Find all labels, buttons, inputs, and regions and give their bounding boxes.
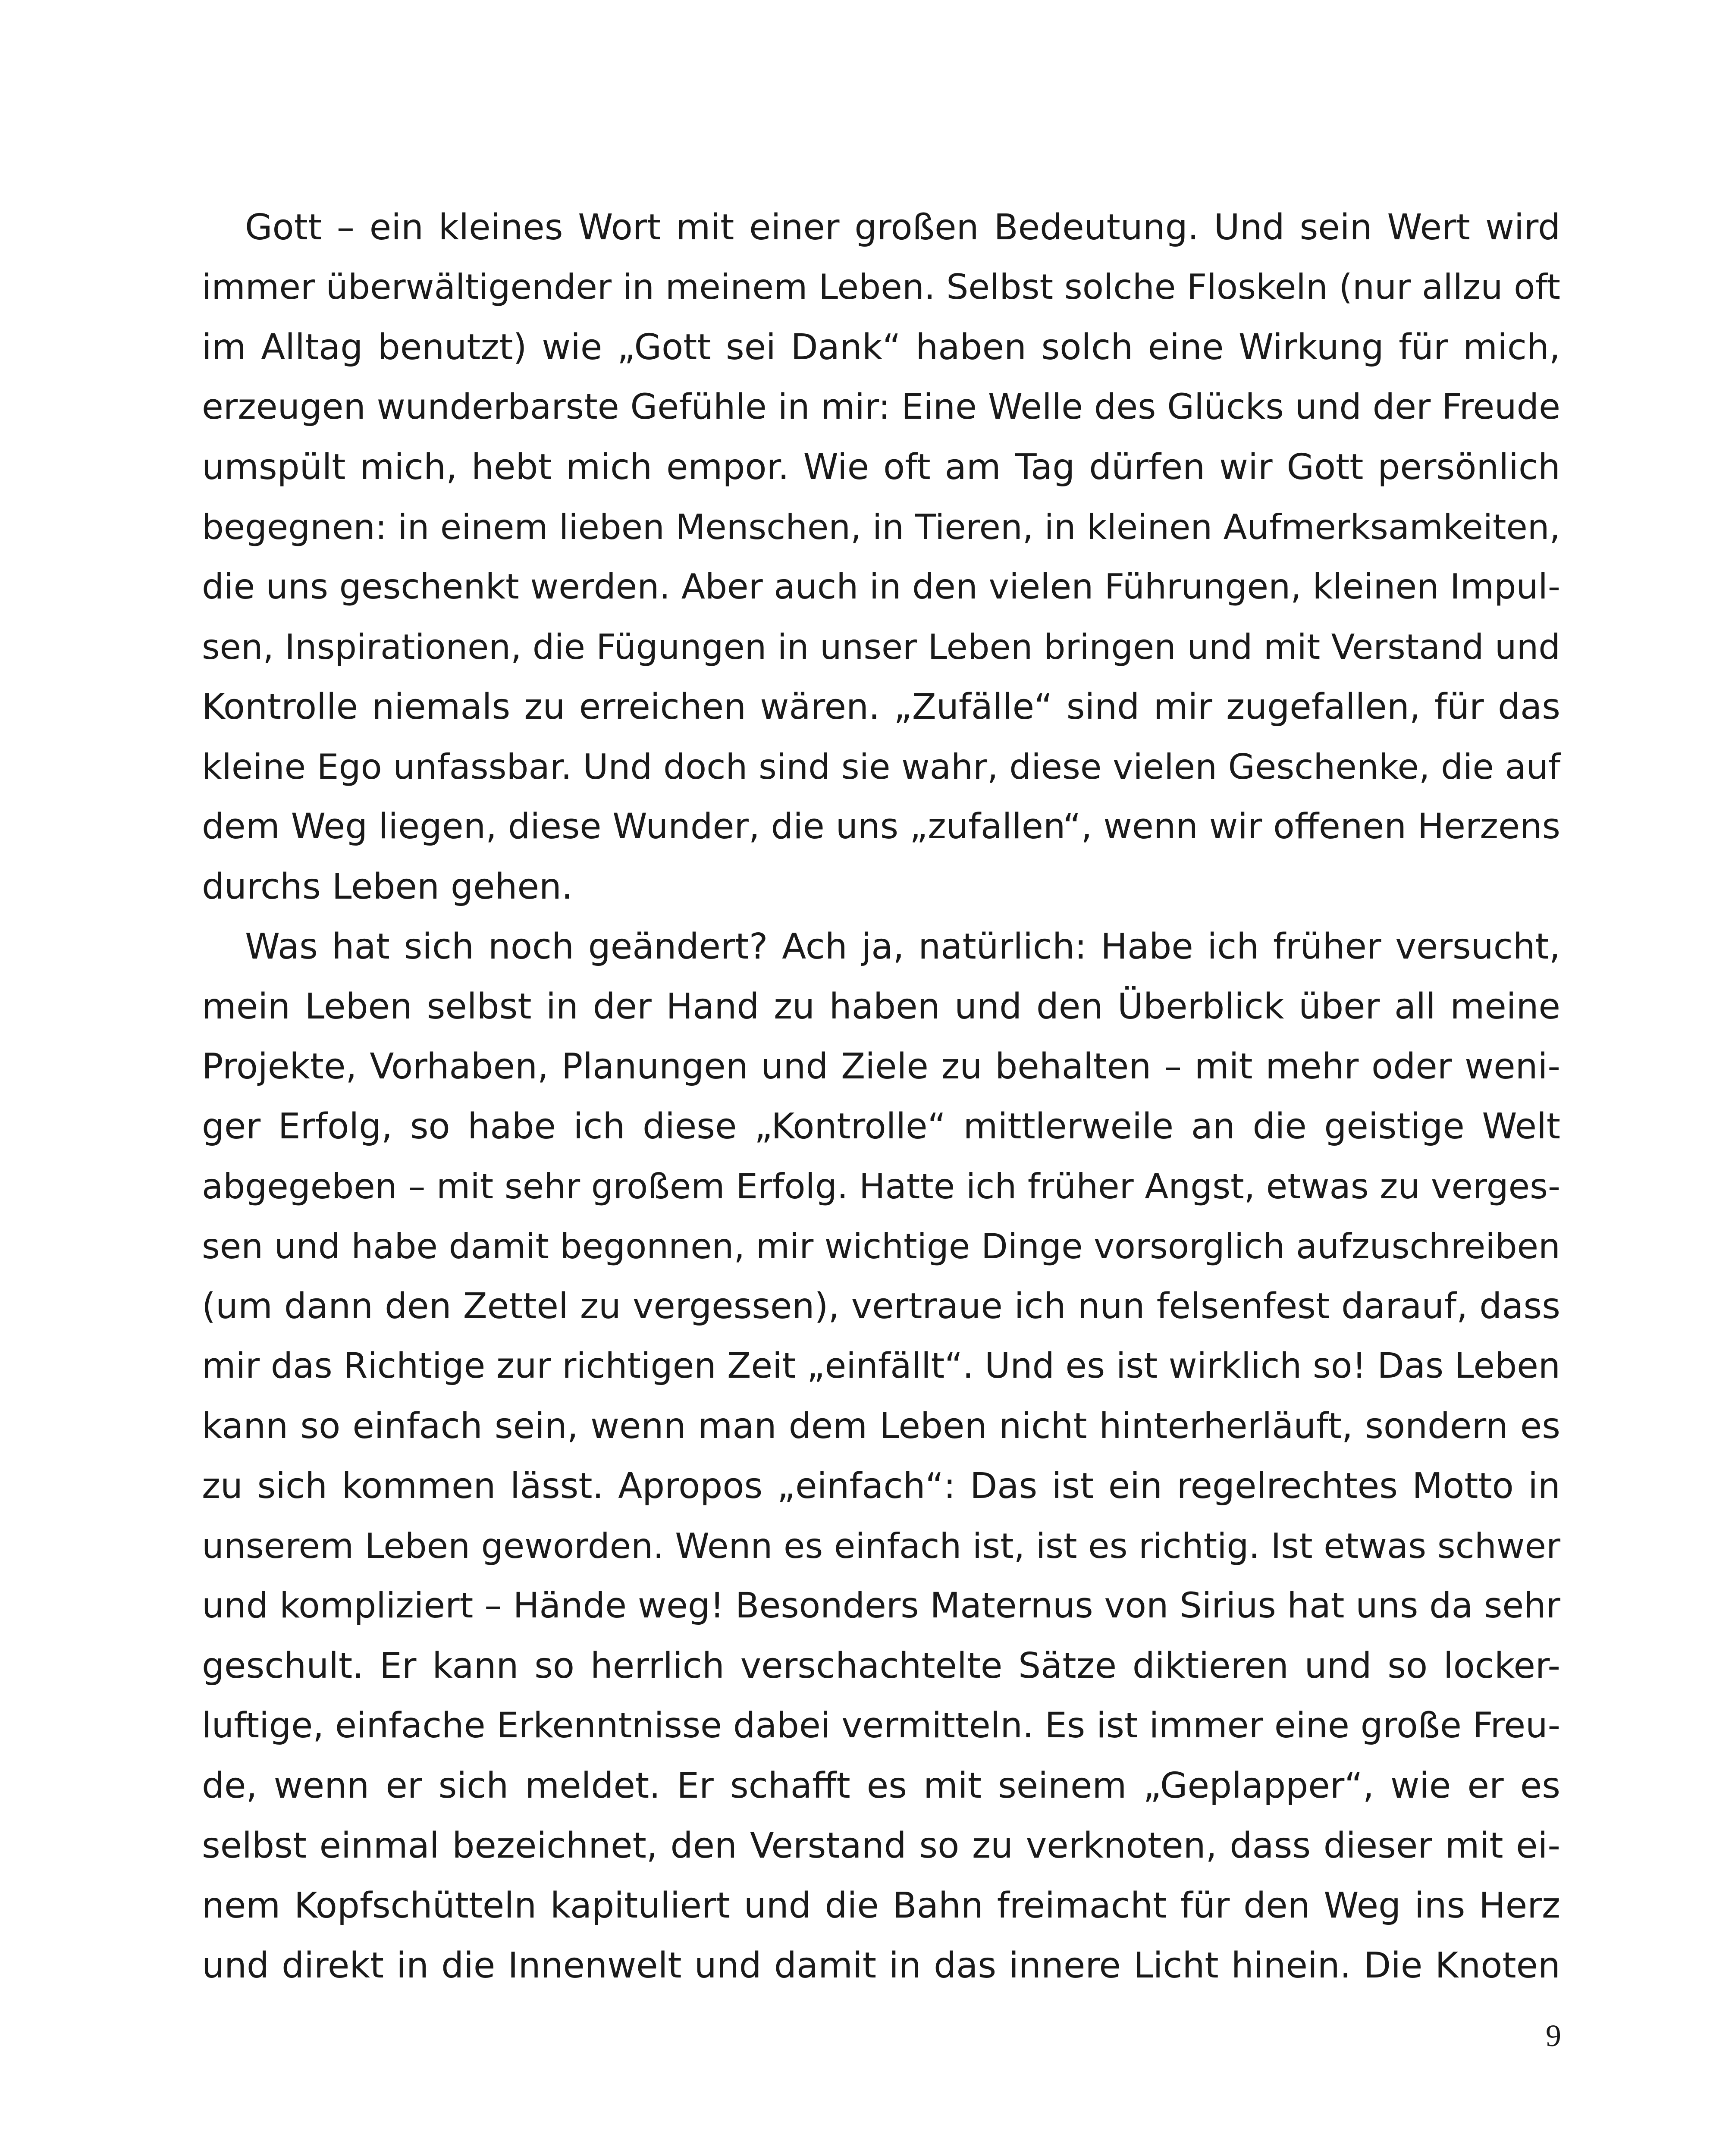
text-line: kleine Ego unfassbar. Und doch sind sie wahr, diese vielen Geschenke, die auf [202, 746, 1560, 787]
text-line: kann so einfach sein, wenn man dem Leben nicht hinterherläuft, sondern es [202, 1406, 1560, 1447]
text-line: unserem Leben geworden. Wenn es einfach ist, ist es richtig. Ist etwas schwer [202, 1526, 1560, 1566]
page-number: 9 [1546, 2018, 1561, 2053]
text-line: mir das Richtige zur richtigen Zeit „einfällt“. Und es ist wirklich so! Das Leben [202, 1346, 1560, 1386]
text-line: selbst einmal bezeichnet, den Verstand so zu verknoten, dass dieser mit ei- [202, 1825, 1560, 1866]
text-line: im Alltag benutzt) wie „Gott sei Dank“ haben solch eine Wirkung für mich, [202, 327, 1560, 368]
text-line: und direkt in die Innenwelt und damit in das innere Licht hinein. Die Knoten [202, 1945, 1560, 1986]
text-line: die uns geschenkt werden. Aber auch in den vielen Führungen, kleinen Impul- [202, 567, 1560, 607]
text-line: Kontrolle niemals zu erreichen wären. „Zufälle“ sind mir zugefallen, für das [202, 686, 1560, 727]
text-line: de, wenn er sich meldet. Er schafft es mit seinem „Geplapper“, wie er es [202, 1765, 1560, 1806]
body-text [202, 197, 1560, 1996]
text-line: dem Weg liegen, diese Wunder, die uns „zufallen“, wenn wir offenen Herzens [202, 806, 1560, 847]
text-line: mein Leben selbst in der Hand zu haben und den Überblick über all meine [202, 986, 1560, 1027]
text-line: Projekte, Vorhaben, Planungen und Ziele zu behalten – mit mehr oder weni- [202, 1046, 1560, 1087]
text-line: nem Kopfschütteln kapituliert und die Bahn freimacht für den Weg ins Herz [202, 1885, 1560, 1926]
text-line: Gott – ein kleines Wort mit einer großen Bedeutung. Und sein Wert wird [245, 207, 1560, 248]
text-line: ger Erfolg, so habe ich diese „Kontrolle“ mittlerweile an die geistige Welt [202, 1106, 1560, 1147]
text-line: zu sich kommen lässt. Apropos „einfach“: Das ist ein regelrechtes Motto in [202, 1466, 1560, 1507]
text-line: umspült mich, hebt mich empor. Wie oft am Tag dürfen wir Gott persönlich [202, 447, 1560, 488]
text-line: sen und habe damit begonnen, mir wichtige Dinge vorsorglich aufzuschreiben [202, 1226, 1560, 1266]
text-line: durchs Leben gehen. [202, 866, 573, 907]
text-line: immer überwältigender in meinem Leben. Selbst solche Floskeln (nur allzu oft [202, 267, 1560, 307]
text-line: und kompliziert – Hände weg! Besonders Maternus von Sirius hat uns da sehr [202, 1586, 1560, 1626]
text-line: begegnen: in einem lieben Menschen, in Tieren, in kleinen Aufmerksamkeiten, [202, 507, 1560, 547]
text-line: sen, Inspirationen, die Fügungen in unser Leben bringen und mit Verstand und [202, 627, 1560, 667]
text-line: Was hat sich noch geändert? Ach ja, natürlich: Habe ich früher versucht, [245, 926, 1560, 967]
paragraph-2 [202, 917, 1560, 1996]
paragraph-1 [202, 197, 1560, 917]
text-line: geschult. Er kann so herrlich verschachtelte Sätze diktieren und so locker- [202, 1645, 1560, 1686]
text-line: abgegeben – mit sehr großem Erfolg. Hatte ich früher Angst, etwas zu verges- [202, 1166, 1560, 1206]
text-line: (um dann den Zettel zu vergessen), vertraue ich nun felsenfest darauf, dass [202, 1286, 1560, 1327]
text-line: luftige, einfache Erkenntnisse dabei vermitteln. Es ist immer eine große Freu- [202, 1705, 1560, 1746]
text-line: erzeugen wunderbarste Gefühle in mir: Eine Welle des Glücks und der Freude [202, 387, 1560, 427]
